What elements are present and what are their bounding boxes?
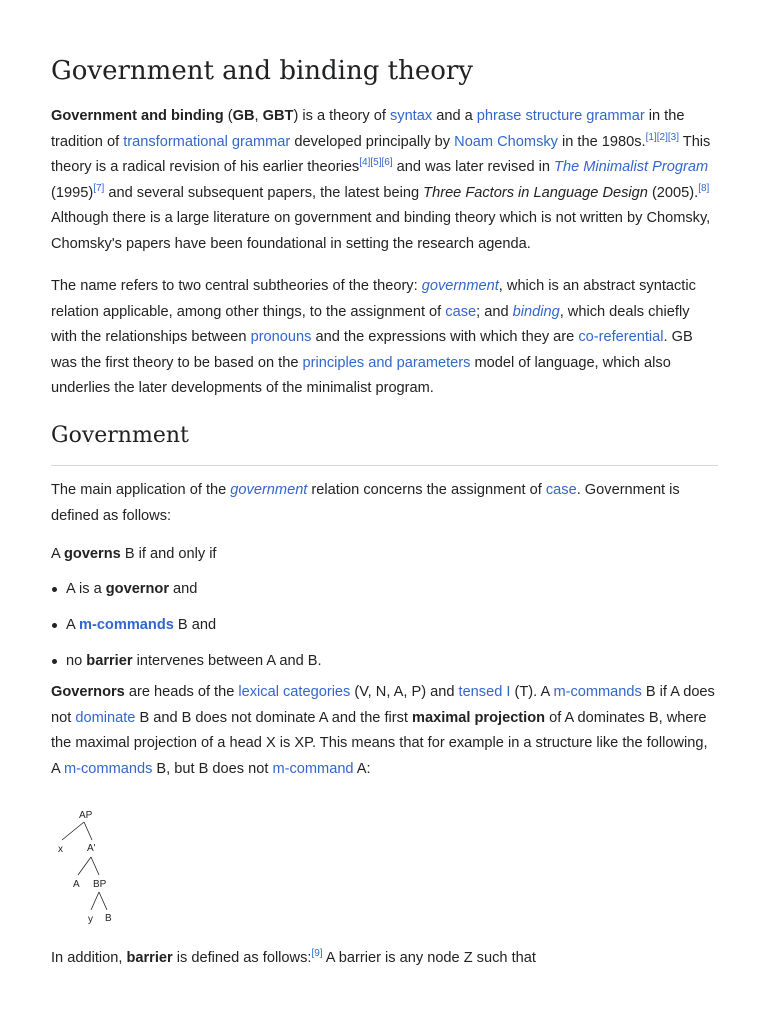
text: and the expressions with which they are xyxy=(311,329,579,345)
link-dominate[interactable]: dominate xyxy=(75,709,136,726)
text: This theory is a radical revision of his earlier theories xyxy=(51,133,711,175)
link-m-commands[interactable]: m-commands xyxy=(553,684,642,700)
bold-term: governor xyxy=(105,581,169,597)
tree-node-y: y xyxy=(88,914,93,925)
bold-term: GBT xyxy=(262,108,294,124)
book-title: Three Factors in Language Design xyxy=(423,184,648,201)
list-item xyxy=(51,577,711,613)
text: ) is a theory of xyxy=(293,108,390,124)
tree-branch xyxy=(91,857,99,875)
text: and was later revised in xyxy=(392,159,555,175)
link-government[interactable]: government xyxy=(230,482,308,498)
text: model of language, which also underlies the later developments of the minimalist program. xyxy=(51,354,671,396)
text: , which deals chiefly with the relationships between xyxy=(51,303,690,345)
link-case[interactable]: case xyxy=(545,482,577,498)
link-binding[interactable]: binding xyxy=(512,303,560,320)
bold-term: governs xyxy=(63,546,121,562)
citation-6[interactable]: [6] xyxy=(381,157,393,169)
citation-4[interactable]: [4] xyxy=(359,157,371,169)
link-tensed-i[interactable]: tensed I xyxy=(458,684,511,700)
governs-definition xyxy=(51,542,719,568)
bold-term: barrier xyxy=(86,653,133,669)
text: (2005). xyxy=(647,184,699,201)
tree-branch xyxy=(99,892,107,910)
barrier-paragraph xyxy=(51,946,719,972)
link-syntax[interactable]: syntax xyxy=(389,108,433,124)
bold-term: GB xyxy=(232,108,255,124)
bold-term: Government and binding xyxy=(51,108,224,124)
text: A barrier is any node Z such that xyxy=(322,950,536,966)
tree-node-b: B xyxy=(105,913,112,924)
main-application-paragraph xyxy=(51,478,719,529)
tree-node-x: x xyxy=(58,844,63,855)
text: in the tradition of xyxy=(51,108,685,150)
section-divider xyxy=(51,465,718,466)
text: B and B does not dominate A and the first xyxy=(135,709,413,726)
tree-node-a-bar: A' xyxy=(87,843,96,854)
citation-8[interactable]: [8] xyxy=(698,182,710,194)
text: relation concerns the assignment of xyxy=(307,482,546,498)
text: B if and only if xyxy=(120,546,217,562)
link-noam-chomsky[interactable]: Noam Chomsky xyxy=(454,133,558,150)
text: ( xyxy=(223,108,233,124)
governors-paragraph xyxy=(51,680,719,782)
bold-term: barrier xyxy=(126,950,173,966)
text: of A dominates B, where the maximal projection of a head X is XP. This means that for example in a structure like the following, A xyxy=(51,709,708,777)
section-heading-government: Government xyxy=(51,423,189,448)
link-m-command[interactable]: m-command xyxy=(272,760,354,777)
citation-5[interactable]: [5] xyxy=(370,157,382,169)
text: is defined as follows: xyxy=(172,950,312,966)
text: A xyxy=(51,546,64,562)
text: and a xyxy=(432,108,477,124)
link-lexical-categories[interactable]: lexical categories xyxy=(238,684,351,700)
text: . Government is defined as follows: xyxy=(51,482,680,524)
text: . GB was the first theory to be based on the xyxy=(51,329,693,371)
government-conditions-list xyxy=(51,577,711,685)
text: (1995) xyxy=(51,184,94,201)
tree-branch xyxy=(84,822,92,840)
text: intervenes between A and B. xyxy=(132,653,322,669)
intro-paragraph xyxy=(51,104,719,257)
link-m-commands[interactable]: m-commands xyxy=(78,617,174,633)
tree-branch xyxy=(62,822,84,840)
link-phrase-structure-grammar[interactable]: phrase structure grammar xyxy=(476,108,645,124)
citation-3[interactable]: [3] xyxy=(667,131,679,143)
text: in the 1980s. xyxy=(557,133,646,150)
tree-node-a: A xyxy=(73,879,80,890)
text: A xyxy=(66,617,79,633)
link-government[interactable]: government xyxy=(421,278,499,294)
text: (V, N, A, P) and xyxy=(350,684,459,700)
text: B and xyxy=(173,617,217,633)
text: and xyxy=(169,581,198,597)
text: developed principally by xyxy=(290,133,455,150)
list-item xyxy=(51,613,711,649)
tree-branch xyxy=(78,857,91,875)
tree-node-bp: BP xyxy=(93,879,107,890)
text: are heads of the xyxy=(124,684,239,700)
text: B, but B does not xyxy=(152,760,273,777)
link-transformational-grammar[interactable]: transformational grammar xyxy=(123,133,291,150)
link-principles-and-parameters[interactable]: principles and parameters xyxy=(302,354,471,371)
text: A is a xyxy=(66,581,106,597)
citation-7[interactable]: [7] xyxy=(93,182,105,194)
text: The main application of the xyxy=(51,482,231,498)
citation-2[interactable]: [2] xyxy=(656,131,668,143)
text: The name refers to two central subtheories of the theory: xyxy=(51,278,422,294)
text: and several subsequent papers, the latest being xyxy=(104,184,424,201)
text: Although there is a large literature on government and binding theory which is not written by Chomsky, Chomsky's papers have been foundational in setting the research agenda. xyxy=(51,210,711,252)
text: no xyxy=(66,653,87,669)
tree-node-ap: AP xyxy=(79,810,93,821)
text: , which is an abstract syntactic relation applicable, among other things, to the assignment of xyxy=(51,278,696,320)
text: A: xyxy=(353,760,371,777)
link-m-commands[interactable]: m-commands xyxy=(63,760,153,777)
text: In addition, xyxy=(51,950,127,966)
text: B if A does not xyxy=(51,684,715,726)
link-case[interactable]: case xyxy=(445,303,477,320)
link-minimalist-program[interactable]: The Minimalist Program xyxy=(554,159,709,175)
bold-term: Governors xyxy=(51,684,125,700)
link-pronouns[interactable]: pronouns xyxy=(250,329,312,345)
bold-term: maximal projection xyxy=(412,709,546,726)
text: , xyxy=(254,108,263,124)
link-co-referential[interactable]: co-referential xyxy=(578,329,664,345)
text: ; and xyxy=(476,303,513,320)
syntax-tree-diagram xyxy=(51,800,141,930)
citation-1[interactable]: [1] xyxy=(645,131,657,143)
tree-branch xyxy=(91,892,99,910)
text: (T). A xyxy=(510,684,554,700)
names-paragraph xyxy=(51,274,719,402)
citation-9[interactable]: [9] xyxy=(311,948,323,960)
page-title: Government and binding theory xyxy=(51,56,473,86)
